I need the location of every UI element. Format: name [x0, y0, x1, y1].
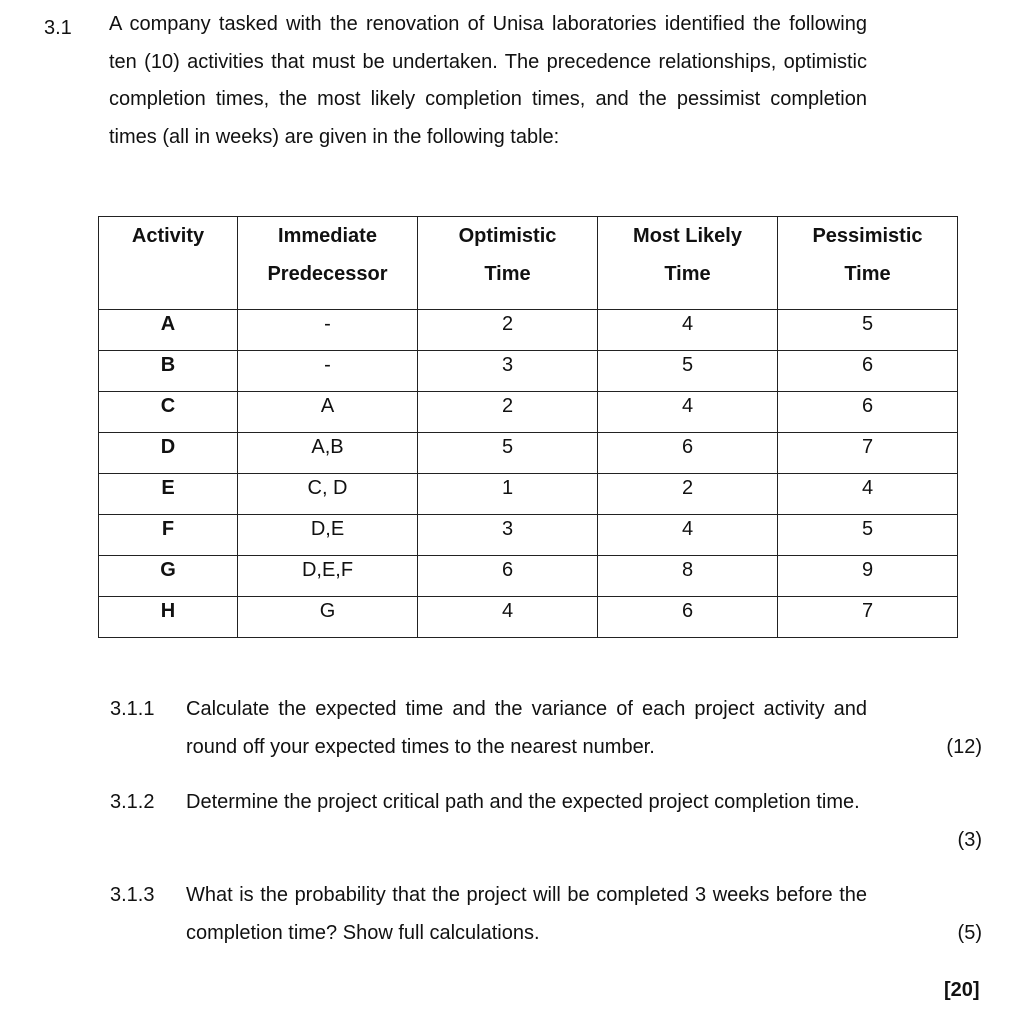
- cell-pessimistic: 6: [778, 351, 958, 392]
- cell-most-likely: 5: [598, 351, 778, 392]
- subquestion-text: Determine the project critical path and the expected project completion time.: [186, 791, 860, 813]
- total-marks: [20]: [944, 979, 980, 1001]
- cell-pessimistic: 5: [778, 515, 958, 556]
- header-most-likely-time: Most Likely Time: [598, 217, 778, 310]
- cell-predecessor: -: [238, 351, 418, 392]
- table-row: [99, 556, 958, 597]
- table-row: [99, 351, 958, 392]
- table-row: [99, 597, 958, 638]
- cell-predecessor: C, D: [238, 474, 418, 515]
- header-immediate-predecessor: Immediate Predecessor: [238, 217, 418, 310]
- cell-optimistic: 2: [418, 392, 598, 433]
- cell-activity: F: [99, 515, 238, 556]
- cell-predecessor: A: [238, 392, 418, 433]
- subquestion-text: Calculate the expected time and the variance of each project activity and round off your expected times to the nearest number.: [186, 698, 867, 758]
- cell-activity: H: [99, 597, 238, 638]
- subquestion-3-1-1: [110, 691, 984, 767]
- cell-most-likely: 4: [598, 310, 778, 351]
- cell-activity: D: [99, 433, 238, 474]
- cell-most-likely: 4: [598, 515, 778, 556]
- cell-optimistic: 5: [418, 433, 598, 474]
- cell-activity: G: [99, 556, 238, 597]
- cell-optimistic: 3: [418, 351, 598, 392]
- table-header-row: [99, 217, 958, 310]
- cell-optimistic: 3: [418, 515, 598, 556]
- subquestion-marks: (5): [957, 921, 982, 944]
- cell-most-likely: 6: [598, 433, 778, 474]
- cell-activity: C: [99, 392, 238, 433]
- header-optimistic-time: Optimistic Time: [418, 217, 598, 310]
- cell-pessimistic: 7: [778, 597, 958, 638]
- cell-optimistic: 2: [418, 310, 598, 351]
- cell-activity: E: [99, 474, 238, 515]
- cell-pessimistic: 9: [778, 556, 958, 597]
- subquestion-number: 3.1.1: [110, 698, 155, 720]
- cell-most-likely: 8: [598, 556, 778, 597]
- table-row: [99, 392, 958, 433]
- cell-most-likely: 2: [598, 474, 778, 515]
- cell-most-likely: 4: [598, 392, 778, 433]
- cell-pessimistic: 5: [778, 310, 958, 351]
- cell-optimistic: 4: [418, 597, 598, 638]
- table-row: [99, 433, 958, 474]
- activity-table: [98, 216, 958, 638]
- cell-activity: A: [99, 310, 238, 351]
- question-number: 3.1: [44, 17, 72, 39]
- cell-activity: B: [99, 351, 238, 392]
- header-activity: Activity: [99, 217, 238, 310]
- table-row: [99, 310, 958, 351]
- subquestion-3-1-3: [110, 877, 984, 953]
- cell-predecessor: D,E,F: [238, 556, 418, 597]
- cell-pessimistic: 4: [778, 474, 958, 515]
- table-row: [99, 515, 958, 556]
- subquestion-marks: (12): [946, 735, 982, 758]
- subquestion-number: 3.1.3: [110, 884, 155, 906]
- cell-most-likely: 6: [598, 597, 778, 638]
- table-row: [99, 474, 958, 515]
- cell-predecessor: D,E: [238, 515, 418, 556]
- cell-predecessor: -: [238, 310, 418, 351]
- question-intro: A company tasked with the renovation of Unisa laboratories identified the following ten (10) activities that must be undertaken. The precedence relationships, optimistic completion times, the most likely completion times, and the pessimist completion times (all in weeks) are given in the following table:: [109, 13, 867, 148]
- cell-pessimistic: 6: [778, 392, 958, 433]
- cell-optimistic: 1: [418, 474, 598, 515]
- cell-predecessor: A,B: [238, 433, 418, 474]
- header-pessimistic-time: Pessimistic Time: [778, 217, 958, 310]
- subquestion-3-1-2: [110, 784, 984, 860]
- subquestion-marks: (3): [957, 828, 982, 851]
- cell-pessimistic: 7: [778, 433, 958, 474]
- subquestion-text: What is the probability that the project will be completed 3 weeks before the completion time? Show full calculations.: [186, 884, 867, 944]
- cell-predecessor: G: [238, 597, 418, 638]
- cell-optimistic: 6: [418, 556, 598, 597]
- subquestion-number: 3.1.2: [110, 791, 155, 813]
